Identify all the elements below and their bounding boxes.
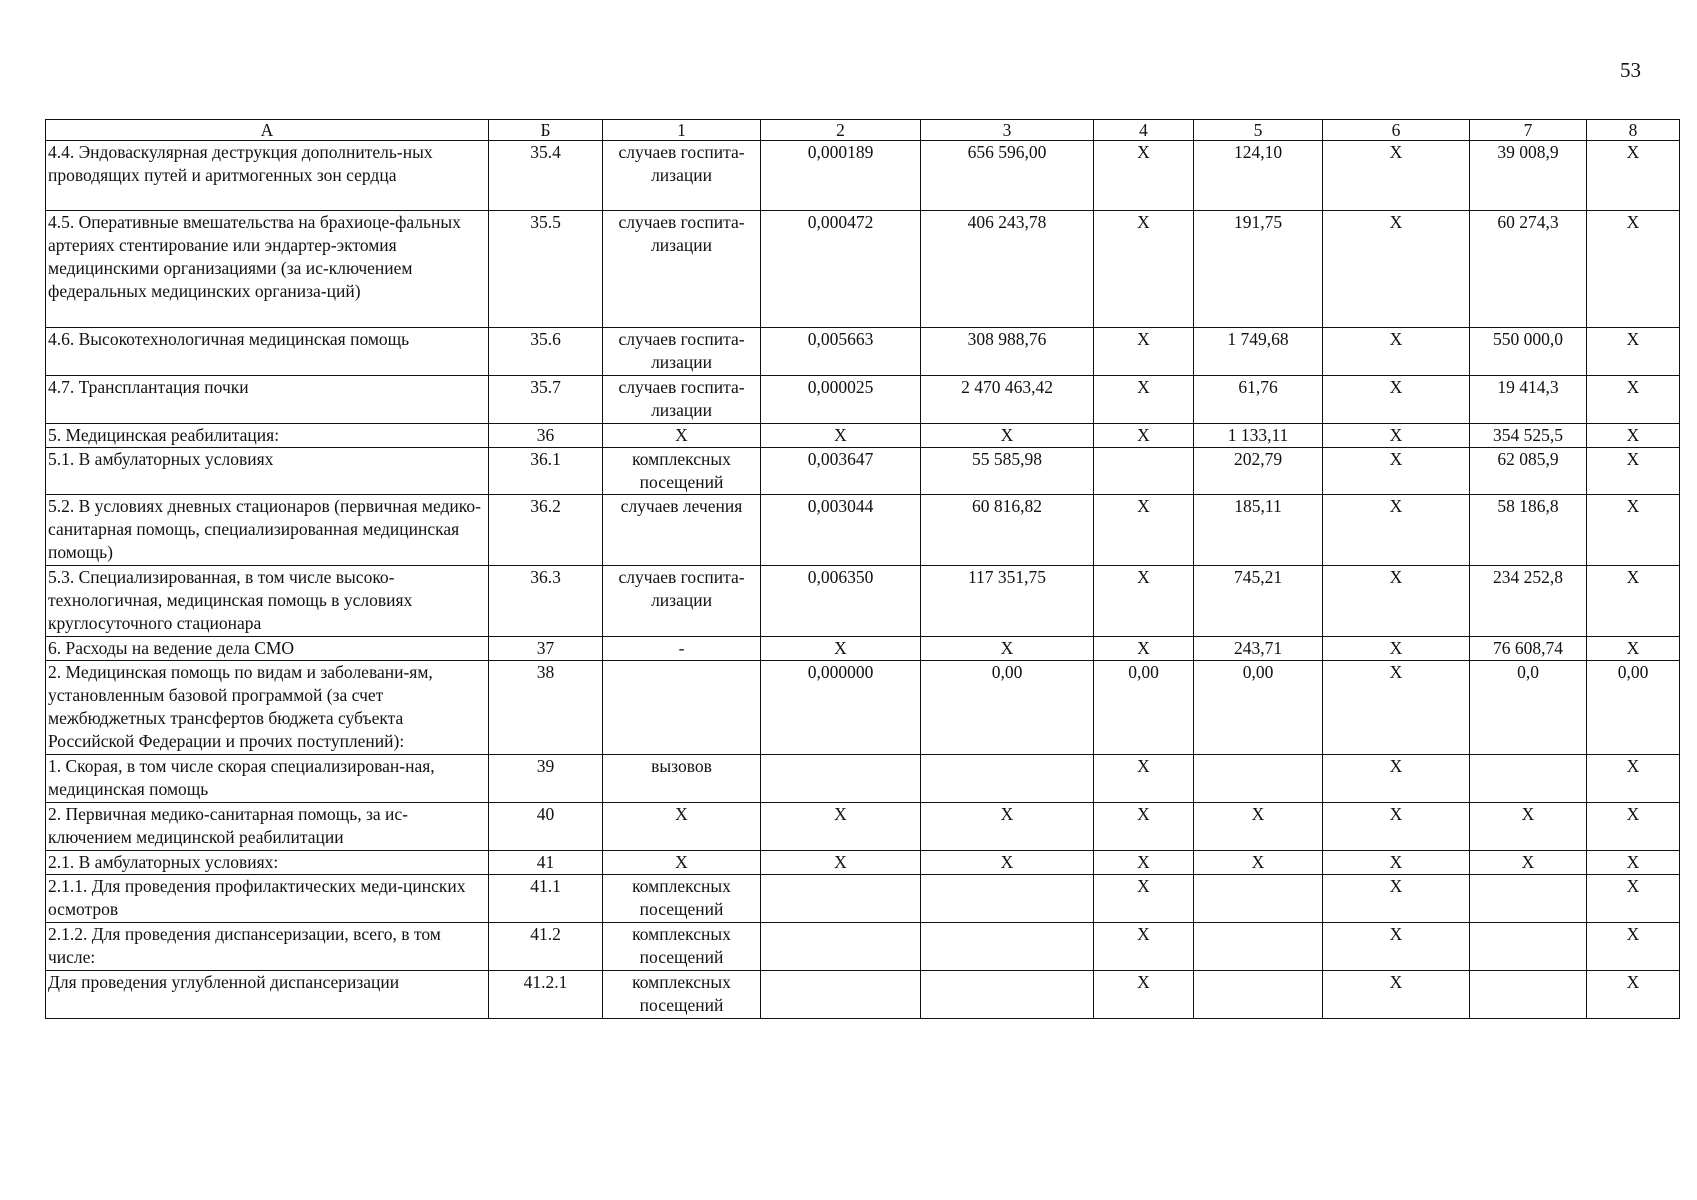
cell-col-3: 0,00: [921, 661, 1094, 755]
cell-col-1: Х: [603, 851, 761, 875]
cell-col-5: 243,71: [1194, 637, 1323, 661]
cell-col-7: Х: [1470, 851, 1587, 875]
header-cell-1: 1: [603, 120, 761, 141]
cell-line-code: 36.2: [489, 495, 603, 566]
cell-col-3: Х: [921, 424, 1094, 448]
header-cell-2: 2: [761, 120, 921, 141]
cell-name: 6. Расходы на ведение дела СМО: [46, 637, 489, 661]
cell-col-2: [761, 755, 921, 803]
cell-col-6: Х: [1323, 755, 1470, 803]
cell-col-3: [921, 875, 1094, 923]
cell-col-7: 354 525,5: [1470, 424, 1587, 448]
table-row: [46, 424, 1680, 448]
cell-col-1: случаев госпита-лизации: [603, 376, 761, 424]
cell-line-code: 35.5: [489, 211, 603, 328]
cell-line-code: 37: [489, 637, 603, 661]
cell-col-8: Х: [1587, 566, 1680, 637]
cell-col-4: 0,00: [1094, 661, 1194, 755]
cell-col-2: Х: [761, 803, 921, 851]
cell-col-3: 2 470 463,42: [921, 376, 1094, 424]
cell-col-1: комплексных посещений: [603, 448, 761, 495]
cell-name: 4.6. Высокотехнологичная медицинская помощь: [46, 328, 489, 376]
cell-col-4: Х: [1094, 637, 1194, 661]
cell-col-1: вызовов: [603, 755, 761, 803]
cell-col-6: Х: [1323, 495, 1470, 566]
cell-col-4: Х: [1094, 971, 1194, 1019]
cell-col-3: [921, 923, 1094, 971]
cell-line-code: 40: [489, 803, 603, 851]
cell-col-2: [761, 923, 921, 971]
cell-col-7: [1470, 971, 1587, 1019]
header-cell-7: 7: [1470, 120, 1587, 141]
cell-col-6: Х: [1323, 971, 1470, 1019]
cell-col-3: 406 243,78: [921, 211, 1094, 328]
cell-col-7: 234 252,8: [1470, 566, 1587, 637]
cell-col-5: [1194, 755, 1323, 803]
cell-col-3: Х: [921, 851, 1094, 875]
header-cell-6: 6: [1323, 120, 1470, 141]
cell-col-3: 60 816,82: [921, 495, 1094, 566]
table-row: [46, 566, 1680, 637]
table-row: [46, 637, 1680, 661]
cell-name: 5. Медицинская реабилитация:: [46, 424, 489, 448]
table-row: [46, 376, 1680, 424]
cell-line-code: 41.2: [489, 923, 603, 971]
table-row: [46, 803, 1680, 851]
page-number: 53: [1620, 58, 1641, 82]
cell-col-4: Х: [1094, 376, 1194, 424]
cell-name: 2. Первичная медико-санитарная помощь, за ис-ключением медицинской реабилитации: [46, 803, 489, 851]
cell-name: 4.7. Трансплантация почки: [46, 376, 489, 424]
cell-col-6: Х: [1323, 923, 1470, 971]
cell-col-6: Х: [1323, 875, 1470, 923]
cell-col-8: Х: [1587, 637, 1680, 661]
cell-col-8: Х: [1587, 141, 1680, 211]
cell-col-7: 76 608,74: [1470, 637, 1587, 661]
cell-col-1: комплексных посещений: [603, 971, 761, 1019]
cell-col-2: Х: [761, 424, 921, 448]
cell-col-5: 1 749,68: [1194, 328, 1323, 376]
cell-col-4: Х: [1094, 424, 1194, 448]
cell-col-8: 0,00: [1587, 661, 1680, 755]
cell-col-4: Х: [1094, 923, 1194, 971]
cell-col-2: [761, 971, 921, 1019]
cell-col-4: [1094, 448, 1194, 495]
cell-name: 4.5. Оперативные вмешательства на брахиоце-фальных артериях стентирование или эндартер-эктомия медицинскими организациями (за ис-ключением федеральных медицинских организа-ций): [46, 211, 489, 328]
cell-name: 2.1.1. Для проведения профилактических меди-цинских осмотров: [46, 875, 489, 923]
cell-col-1: случаев госпита-лизации: [603, 328, 761, 376]
cell-col-6: Х: [1323, 803, 1470, 851]
cell-col-7: [1470, 923, 1587, 971]
header-cell-4: 4: [1094, 120, 1194, 141]
cell-name: 5.3. Специализированная, в том числе высоко-технологичная, медицинская помощь в условиях круглосуточного стационара: [46, 566, 489, 637]
cell-col-1: случаев лечения: [603, 495, 761, 566]
cell-col-1: случаев госпита-лизации: [603, 141, 761, 211]
cell-col-5: 745,21: [1194, 566, 1323, 637]
cell-line-code: 35.4: [489, 141, 603, 211]
cell-name: 5.2. В условиях дневных стационаров (первичная медико-санитарная помощь, специализированная медицинская помощь): [46, 495, 489, 566]
cell-name: 2.1. В амбулаторных условиях:: [46, 851, 489, 875]
cell-col-5: Х: [1194, 803, 1323, 851]
cell-col-5: 124,10: [1194, 141, 1323, 211]
header-cell-5: 5: [1194, 120, 1323, 141]
cell-name: 1. Скорая, в том числе скорая специализирован-ная, медицинская помощь: [46, 755, 489, 803]
cell-col-4: Х: [1094, 875, 1194, 923]
table-row: [46, 923, 1680, 971]
cell-col-1: случаев госпита-лизации: [603, 211, 761, 328]
cell-col-8: Х: [1587, 803, 1680, 851]
cell-col-6: Х: [1323, 851, 1470, 875]
cell-col-2: 0,005663: [761, 328, 921, 376]
cell-col-3: 55 585,98: [921, 448, 1094, 495]
cell-line-code: 35.7: [489, 376, 603, 424]
cell-name: Для проведения углубленной диспансеризации: [46, 971, 489, 1019]
cell-col-5: [1194, 875, 1323, 923]
cell-col-7: 58 186,8: [1470, 495, 1587, 566]
cell-col-6: Х: [1323, 211, 1470, 328]
cell-line-code: 41: [489, 851, 603, 875]
cell-col-1: -: [603, 637, 761, 661]
header-cell-8: 8: [1587, 120, 1680, 141]
data-table: [45, 119, 1680, 1019]
cell-col-4: Х: [1094, 328, 1194, 376]
cell-col-2: 0,006350: [761, 566, 921, 637]
cell-col-4: Х: [1094, 211, 1194, 328]
cell-col-5: 202,79: [1194, 448, 1323, 495]
cell-col-5: 191,75: [1194, 211, 1323, 328]
cell-col-6: Х: [1323, 141, 1470, 211]
cell-col-1: Х: [603, 424, 761, 448]
cell-col-8: Х: [1587, 875, 1680, 923]
cell-col-4: Х: [1094, 566, 1194, 637]
cell-col-7: 0,0: [1470, 661, 1587, 755]
cell-col-3: 308 988,76: [921, 328, 1094, 376]
cell-line-code: 35.6: [489, 328, 603, 376]
header-cell-3: 3: [921, 120, 1094, 141]
cell-col-6: Х: [1323, 566, 1470, 637]
table-row: [46, 851, 1680, 875]
table-row: [46, 875, 1680, 923]
cell-col-8: Х: [1587, 971, 1680, 1019]
cell-col-7: [1470, 875, 1587, 923]
table-row: [46, 141, 1680, 211]
cell-col-1: [603, 661, 761, 755]
table-row: [46, 661, 1680, 755]
cell-col-1: случаев госпита-лизации: [603, 566, 761, 637]
cell-col-2: 0,000000: [761, 661, 921, 755]
cell-col-3: Х: [921, 803, 1094, 851]
cell-line-code: 36: [489, 424, 603, 448]
cell-col-8: Х: [1587, 851, 1680, 875]
table-header-row: [46, 120, 1680, 141]
cell-col-7: [1470, 755, 1587, 803]
cell-col-5: 61,76: [1194, 376, 1323, 424]
cell-col-3: 656 596,00: [921, 141, 1094, 211]
cell-col-3: 117 351,75: [921, 566, 1094, 637]
table-row: [46, 755, 1680, 803]
cell-col-1: Х: [603, 803, 761, 851]
table-row: [46, 495, 1680, 566]
cell-col-7: 62 085,9: [1470, 448, 1587, 495]
cell-col-8: Х: [1587, 755, 1680, 803]
cell-col-7: 550 000,0: [1470, 328, 1587, 376]
cell-line-code: 38: [489, 661, 603, 755]
cell-col-2: Х: [761, 851, 921, 875]
cell-col-7: 39 008,9: [1470, 141, 1587, 211]
cell-col-6: Х: [1323, 661, 1470, 755]
cell-col-7: 19 414,3: [1470, 376, 1587, 424]
cell-col-4: Х: [1094, 495, 1194, 566]
cell-col-5: 1 133,11: [1194, 424, 1323, 448]
cell-col-8: Х: [1587, 376, 1680, 424]
cell-col-6: Х: [1323, 637, 1470, 661]
cell-col-4: Х: [1094, 851, 1194, 875]
header-cell-b: Б: [489, 120, 603, 141]
cell-name: 2.1.2. Для проведения диспансеризации, всего, в том числе:: [46, 923, 489, 971]
cell-col-3: Х: [921, 637, 1094, 661]
cell-col-7: 60 274,3: [1470, 211, 1587, 328]
cell-name: 5.1. В амбулаторных условиях: [46, 448, 489, 495]
cell-col-5: [1194, 971, 1323, 1019]
cell-line-code: 41.2.1: [489, 971, 603, 1019]
cell-col-2: 0,003044: [761, 495, 921, 566]
cell-col-5: Х: [1194, 851, 1323, 875]
cell-line-code: 36.3: [489, 566, 603, 637]
cell-line-code: 41.1: [489, 875, 603, 923]
cell-name: 2. Медицинская помощь по видам и заболевани-ям, установленным базовой программой (за счет межбюджетных трансфертов бюджета субъекта Российской Федерации и прочих поступлений):: [46, 661, 489, 755]
cell-col-1: комплексных посещений: [603, 875, 761, 923]
header-cell-a: А: [46, 120, 489, 141]
cell-col-6: Х: [1323, 328, 1470, 376]
cell-col-2: 0,000025: [761, 376, 921, 424]
cell-col-1: комплексных посещений: [603, 923, 761, 971]
table-row: [46, 328, 1680, 376]
cell-col-2: 0,000189: [761, 141, 921, 211]
cell-col-8: Х: [1587, 923, 1680, 971]
cell-col-7: Х: [1470, 803, 1587, 851]
cell-col-4: Х: [1094, 755, 1194, 803]
cell-col-5: [1194, 923, 1323, 971]
cell-col-4: Х: [1094, 803, 1194, 851]
table-row: [46, 971, 1680, 1019]
cell-col-3: [921, 755, 1094, 803]
cell-col-3: [921, 971, 1094, 1019]
cell-col-2: [761, 875, 921, 923]
table-row: [46, 448, 1680, 495]
cell-col-4: Х: [1094, 141, 1194, 211]
cell-col-2: 0,003647: [761, 448, 921, 495]
cell-col-5: 0,00: [1194, 661, 1323, 755]
cell-col-8: Х: [1587, 448, 1680, 495]
cell-col-8: Х: [1587, 495, 1680, 566]
cell-col-2: Х: [761, 637, 921, 661]
cell-col-6: Х: [1323, 448, 1470, 495]
cell-name: 4.4. Эндоваскулярная деструкция дополнитель-ных проводящих путей и аритмогенных зон сердца: [46, 141, 489, 211]
cell-col-5: 185,11: [1194, 495, 1323, 566]
cell-line-code: 36.1: [489, 448, 603, 495]
cell-col-6: Х: [1323, 424, 1470, 448]
cell-col-2: 0,000472: [761, 211, 921, 328]
cell-col-8: Х: [1587, 211, 1680, 328]
cell-line-code: 39: [489, 755, 603, 803]
cell-col-8: Х: [1587, 424, 1680, 448]
table-body: [46, 141, 1680, 1019]
table-row: [46, 211, 1680, 328]
cell-col-6: Х: [1323, 376, 1470, 424]
cell-col-8: Х: [1587, 328, 1680, 376]
